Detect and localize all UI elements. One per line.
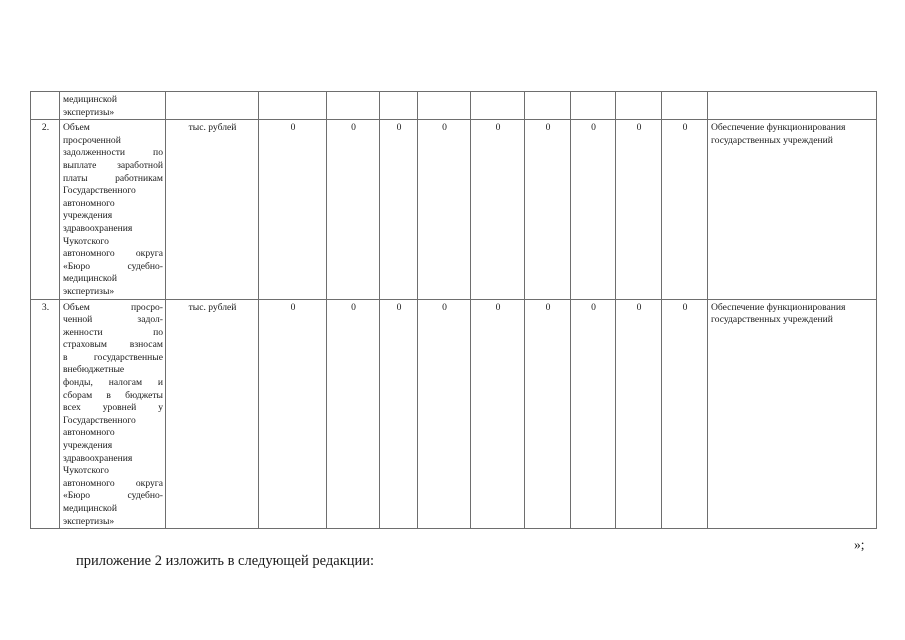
- value-cell: [662, 92, 708, 120]
- value-cell: [259, 92, 327, 120]
- indicator-name-line: экспертизы»: [63, 285, 115, 297]
- indicator-name-line: в государственные: [63, 351, 163, 363]
- indicator-name-line: Государственного: [63, 414, 136, 426]
- value-cell: [471, 92, 525, 120]
- value-cell: 0: [380, 299, 418, 529]
- indicator-name-line: платы работникам: [63, 172, 163, 184]
- indicator-name-line: просроченной: [63, 134, 121, 146]
- value-cell: [525, 92, 571, 120]
- table-row: [31, 299, 877, 529]
- indicator-name-line: выплате заработной: [63, 159, 163, 171]
- value-cell: [418, 92, 471, 120]
- value-cell: 0: [418, 299, 471, 529]
- indicator-name-line: фонды, налогам и: [63, 377, 163, 389]
- table-row: [31, 120, 877, 299]
- indicator-name-line: автономного: [63, 427, 115, 439]
- value-cell: [380, 92, 418, 120]
- value-cell: 0: [616, 299, 662, 529]
- indicator-name-line: автономного: [63, 197, 115, 209]
- indicator-name-line: медицинской: [63, 94, 117, 105]
- value-cell: 0: [571, 120, 616, 299]
- indicator-name-line: здравоохранения: [63, 222, 133, 234]
- indicator-name-line: задолженности по: [63, 147, 163, 159]
- row-number-cell: [31, 92, 60, 120]
- value-cell: 0: [327, 120, 380, 299]
- indicator-name-line: Чукотского: [63, 465, 109, 477]
- indicator-name-cell: [60, 92, 166, 120]
- unit-cell: тыс. рублей: [166, 299, 259, 529]
- value-cell: 0: [380, 120, 418, 299]
- value-cell: [616, 92, 662, 120]
- note-cell: [708, 92, 877, 120]
- indicator-name-line: экспертизы»: [63, 106, 115, 118]
- indicator-name-line: автономного округа: [63, 477, 163, 489]
- value-cell: 0: [525, 299, 571, 529]
- indicator-name-line: ченной задол-: [63, 314, 163, 326]
- indicator-name-line: сборам в бюджеты: [63, 389, 163, 401]
- table-body: [31, 92, 877, 529]
- note-cell: Обеспечение функционирования государственных учреждений: [708, 299, 877, 529]
- amendment-paragraph: приложение 2 изложить в следующей редакции:: [76, 553, 375, 569]
- row-number-cell: 3.: [31, 299, 60, 529]
- indicator-name-line: здравоохранения: [63, 452, 133, 464]
- indicator-name-line: «Бюро судебно-: [63, 260, 163, 272]
- value-cell: [571, 92, 616, 120]
- table-row: [31, 92, 877, 120]
- indicator-name-line: Чукотского: [63, 235, 109, 247]
- value-cell: 0: [571, 299, 616, 529]
- unit-cell: [166, 92, 259, 120]
- value-cell: 0: [616, 120, 662, 299]
- value-cell: 0: [259, 299, 327, 529]
- value-cell: 0: [327, 299, 380, 529]
- indicator-name-line: автономного округа: [63, 248, 163, 260]
- row-number-cell: 2.: [31, 120, 60, 299]
- indicator-name-line: «Бюро судебно-: [63, 490, 163, 502]
- indicator-name-line: медицинской: [63, 273, 117, 285]
- value-cell: 0: [418, 120, 471, 299]
- value-cell: [327, 92, 380, 120]
- indicator-name-line: учреждения: [63, 440, 113, 452]
- closing-quote-mark: »;: [854, 537, 865, 552]
- indicator-name-line: медицинской: [63, 503, 117, 514]
- indicator-name-cell: [60, 299, 166, 529]
- unit-cell: тыс. рублей: [166, 120, 259, 299]
- indicator-name-line: Объем: [63, 122, 90, 134]
- value-cell: 0: [259, 120, 327, 299]
- indicator-name-cell: [60, 120, 166, 299]
- data-table: [30, 91, 877, 529]
- indicator-name-line: Государственного: [63, 185, 136, 197]
- value-cell: 0: [471, 120, 525, 299]
- indicator-name-line: всех уровней у: [63, 402, 163, 414]
- indicator-name-line: учреждения: [63, 210, 113, 222]
- note-cell: Обеспечение функционирования государственных учреждений: [708, 120, 877, 299]
- value-cell: 0: [471, 299, 525, 529]
- indicator-name-line: внебюджетные: [63, 364, 125, 376]
- indicator-name-line: страховым взносам: [63, 339, 163, 351]
- value-cell: 0: [662, 120, 708, 299]
- indicator-name-line: женности по: [63, 326, 163, 338]
- indicator-name-line: Объем просро-: [63, 301, 163, 313]
- value-cell: 0: [525, 120, 571, 299]
- indicator-name-line: экспертизы»: [63, 515, 115, 527]
- value-cell: 0: [662, 299, 708, 529]
